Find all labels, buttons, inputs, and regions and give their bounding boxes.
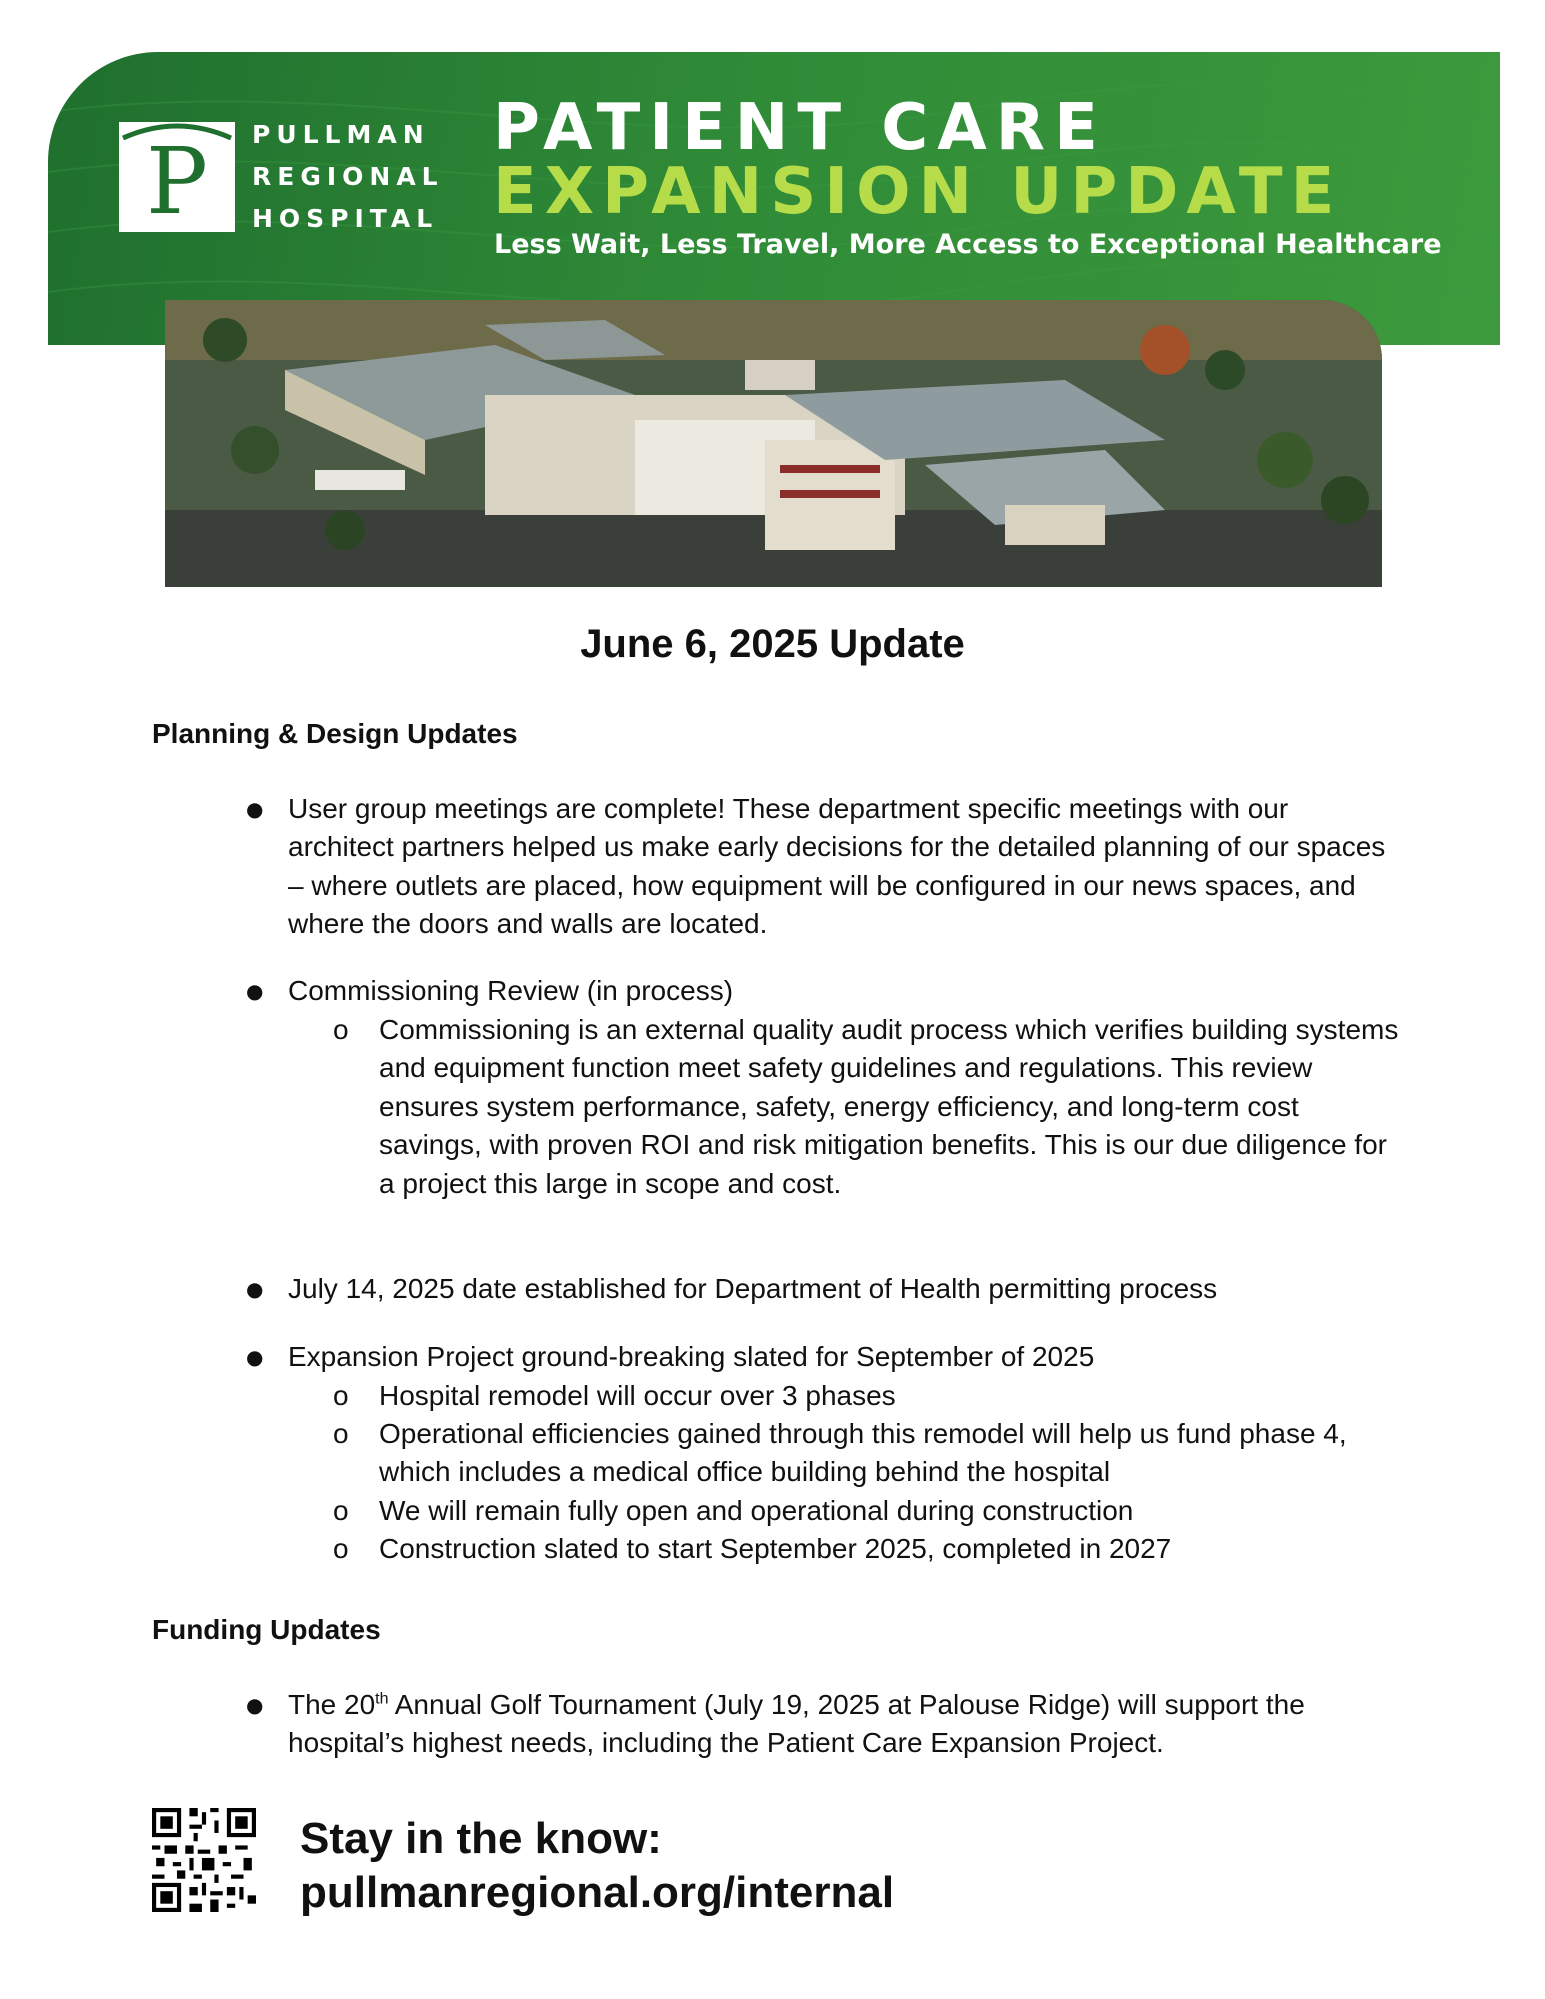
funding-text-post: Annual Golf Tournament (July 19, 2025 at Palouse Ridge) will support the hospital’s highest needs, including the Patient Care Expansion Project. — [288, 1689, 1305, 1759]
groundbreaking-timeline: Construction slated to start September 2025, completed in 2027 — [379, 1533, 1172, 1564]
bullet-marker: ● — [246, 979, 264, 1003]
sub-bullet-marker: o — [333, 1418, 349, 1449]
hospital-aerial-photo — [165, 300, 1382, 587]
planning-heading: Planning & Design Updates — [152, 718, 518, 749]
groundbreaking-efficiencies: Operational efficiencies gained through this remodel will help us fund phase 4, which includes a medical office building behind the hospital — [379, 1418, 1347, 1488]
title-expansion-update: EXPANSION UPDATE — [493, 155, 1343, 229]
logo-word-hospital: HOSPITAL — [252, 204, 439, 233]
header-tagline: Less Wait, Less Travel, More Access to Exceptional Healthcare — [494, 229, 1442, 260]
bullet-marker: ● — [246, 1693, 264, 1717]
logo-letter: P — [146, 128, 208, 235]
sub-bullet-marker: o — [333, 1533, 349, 1564]
update-date-heading: June 6, 2025 Update — [580, 622, 965, 666]
qr-code-icon[interactable] — [152, 1808, 256, 1912]
cta-website-link[interactable]: pullmanregional.org/internal — [300, 1868, 895, 1917]
logo-word-regional: REGIONAL — [252, 162, 444, 191]
planning-item-user-groups: User group meetings are complete! These department specific meetings with our architect partners helped us make early decisions for the detailed planning of our spaces – where outlets are placed, how equipment will be configured in our news spaces, and where the doors and walls are located. — [288, 793, 1386, 940]
logo-word-pullman: PULLMAN — [252, 120, 430, 149]
aerial-photo-illustration — [165, 300, 1382, 587]
bullet-marker: ● — [246, 1345, 264, 1369]
sub-bullet-marker: o — [333, 1014, 349, 1045]
planning-item-permitting: July 14, 2025 date established for Department of Health permitting process — [288, 1273, 1218, 1304]
groundbreaking-phases: Hospital remodel will occur over 3 phases — [379, 1380, 896, 1411]
planning-item-groundbreaking: Expansion Project ground-breaking slated for September of 2025 — [288, 1341, 1095, 1372]
funding-text-pre: The 20 — [288, 1689, 376, 1720]
bullet-marker: ● — [246, 797, 264, 821]
funding-ordinal: th — [375, 1690, 389, 1708]
cta-stay-in-the-know: Stay in the know: — [300, 1814, 662, 1863]
groundbreaking-open: We will remain fully open and operational during construction — [379, 1495, 1134, 1526]
sub-bullet-marker: o — [333, 1380, 349, 1411]
funding-item-golf — [288, 1686, 1398, 1763]
sub-bullet-marker: o — [333, 1495, 349, 1526]
funding-heading: Funding Updates — [152, 1614, 381, 1645]
title-patient-care: PATIENT CARE — [493, 91, 1107, 165]
bullet-marker: ● — [246, 1277, 264, 1301]
planning-item-commissioning: Commissioning Review (in process) — [288, 975, 734, 1006]
commissioning-detail: Commissioning is an external quality audit process which verifies building systems and equipment function meet safety guidelines and regulations. This review ensures system performance, safety, energy efficiency, and long-term cost savings, with proven ROI and risk mitigation benefits. This is our due diligence for a project this large in scope and cost. — [379, 1014, 1399, 1199]
